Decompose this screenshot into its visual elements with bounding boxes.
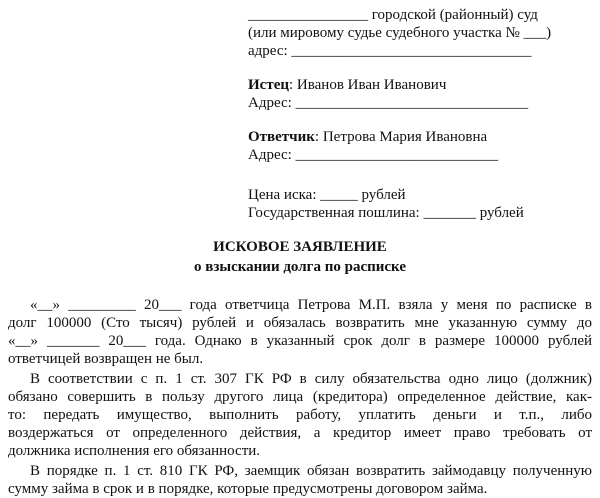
p2-line-1: В соответствии с п. 1 ст. 307 ГК РФ в силу обязательства одно лицо (должник) <box>30 371 592 387</box>
plaintiff-name: : Иванов Иван Иванович <box>289 77 447 93</box>
p2-line-2: обязано совершить в пользу другого лица (кредитора) определенное действие, как- <box>8 389 592 405</box>
claim-price-line: Цена иска: _____ рублей <box>248 187 406 203</box>
defendant-label: Ответчик <box>248 129 315 145</box>
p2-line-3: то: передать имущество, выполнить работу, уплатить деньги и т.п., либо <box>8 407 592 423</box>
defendant-address-line: Адрес: ___________________________ <box>248 147 499 163</box>
document-subtitle: о взыскании долга по расписке <box>194 259 406 275</box>
document-title: ИСКОВОЕ ЗАЯВЛЕНИЕ <box>213 239 387 255</box>
defendant-line <box>248 128 487 146</box>
p3-line-2: сумму займа в срок и в порядке, которые предусмотрены договором займа. <box>8 481 488 497</box>
p2-line-5: должника исполнения его обязанности. <box>8 443 261 459</box>
plaintiff-address-line: Адрес: _______________________________ <box>248 95 529 111</box>
p1-line-2: долг 100000 (Сто тысяч) рублей и обязалась возвратить мне указанную сумму до <box>8 315 592 331</box>
state-duty-line: Государственная пошлина: _______ рублей <box>248 205 524 221</box>
defendant-name: : Петрова Мария Ивановна <box>314 129 488 145</box>
plaintiff-line <box>248 76 446 94</box>
p1-line-1: «__» _________ 20___ года ответчица Петрова М.П. взяла у меня по расписке в <box>30 297 592 313</box>
p1-line-4: ответчицей возвращен не был. <box>8 351 204 367</box>
court-alt-line: (или мировому судье судебного участка № ___) <box>248 25 552 41</box>
court-name-line: ________________ городской (районный) суд <box>248 7 538 23</box>
p3-line-1: В порядке п. 1 ст. 810 ГК РФ, заемщик обязан возвратить займодавцу полученную <box>30 463 592 479</box>
court-address-line: адрес: ________________________________ <box>248 43 532 59</box>
plaintiff-label: Истец <box>248 77 289 93</box>
p1-line-3: «__» _______ 20___ года. Однако в указанный срок долг в размере 100000 рублей <box>8 333 592 349</box>
p2-line-4: воздержаться от определенного действия, а кредитор имеет право требовать от <box>8 425 592 441</box>
